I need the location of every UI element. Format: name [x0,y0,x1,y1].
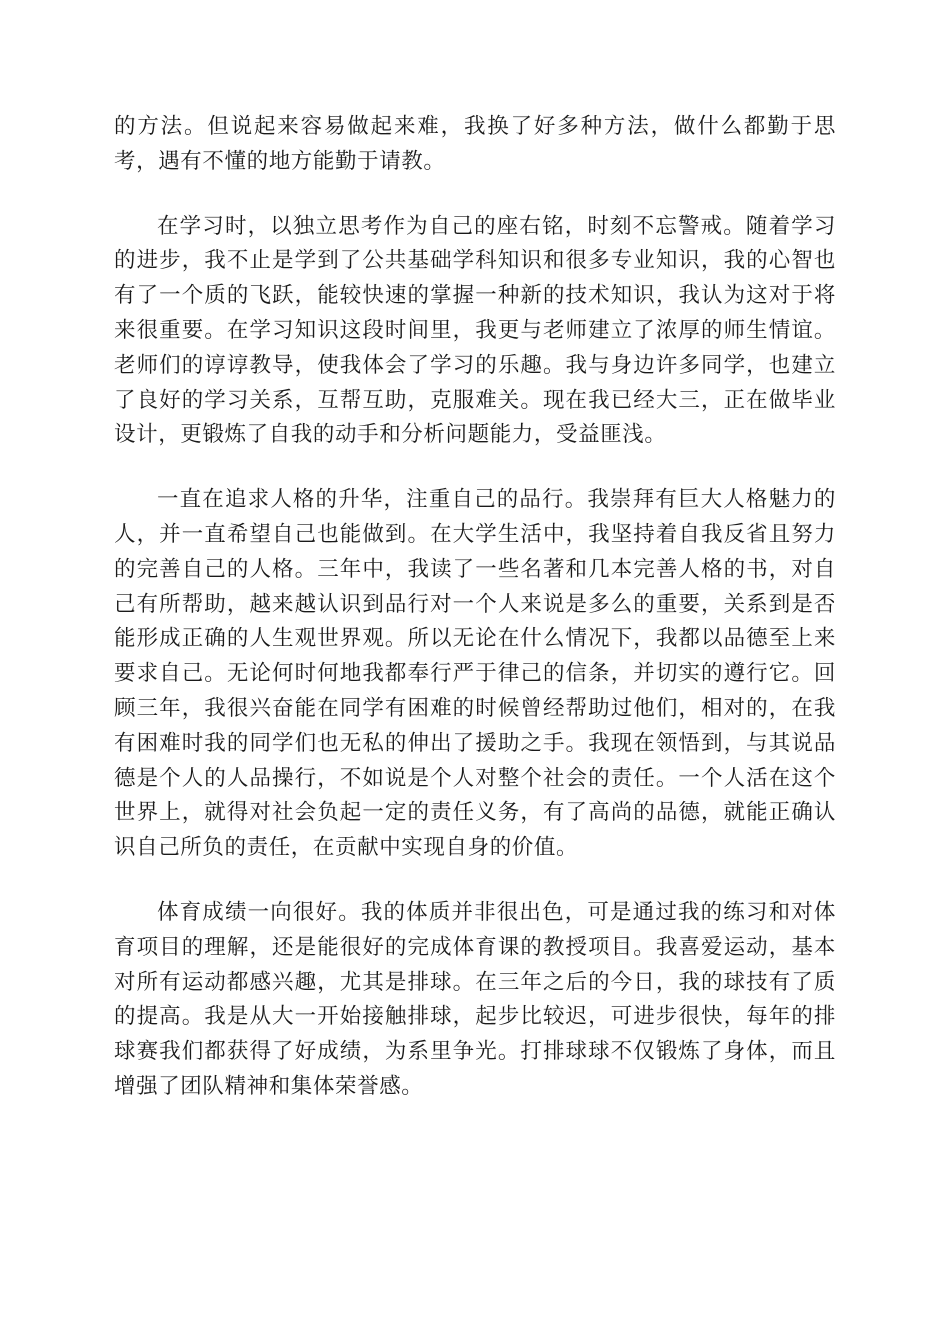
paragraph-4: 体育成绩一向很好。我的体质并非很出色，可是通过我的练习和对体育项目的理解，还是能很好的完成体育课的教授项目。我喜爱运动，基本对所有运动都感兴趣，尤其是排球。在三年之后的今日，我的球技有了质的提高。我是从大一开始接触排球，起步比较迟，可进步很快，每年的排球赛我们都获得了好成绩，为系里争光。打排球球不仅锻炼了身体，而且增强了团队精神和集体荣誉感。 [114,899,836,1099]
document-body [114,110,836,1135]
paragraph-1: 的方法。但说起来容易做起来难，我换了好多种方法，做什么都勤于思考，遇有不懂的地方能勤于请教。 [114,114,836,174]
paragraph-3: 一直在追求人格的升华，注重自己的品行。我崇拜有巨大人格魅力的人，并一直希望自己也能做到。在大学生活中，我坚持着自我反省且努力的完善自己的人格。三年中，我读了一些名著和几本完善人格的书，对自己有所帮助，越来越认识到品行对一个人来说是多么的重要，关系到是否能形成正确的人生观世界观。所以无论在什么情况下，我都以品德至上来要求自己。无论何时何地我都奉行严于律己的信条，并切实的遵行它。回顾三年，我很兴奋能在同学有困难的时候曾经帮助过他们，相对的，在我有困难时我的同学们也无私的伸出了援助之手。我现在领悟到，与其说品德是个人的人品操行，不如说是个人对整个社会的责任。一个人活在这个世界上，就得对社会负起一定的责任义务，有了高尚的品德，就能正确认识自己所负的责任，在贡献中实现自身的价值。 [114,487,836,861]
paragraph-2: 在学习时，以独立思考作为自己的座右铭，时刻不忘警戒。随着学习的进步，我不止是学到了公共基础学科知识和很多专业知识，我的心智也有了一个质的飞跃，能较快速的掌握一种新的技术知识，我认为这对于将来很重要。在学习知识这段时间里，我更与老师建立了浓厚的师生情谊。老师们的谆谆教导，使我体会了学习的乐趣。我与身边许多同学，也建立了良好的学习关系，互帮互助，克服难关。现在我已经大三，正在做毕业设计，更锻炼了自我的动手和分析问题能力，受益匪浅。 [114,213,836,448]
